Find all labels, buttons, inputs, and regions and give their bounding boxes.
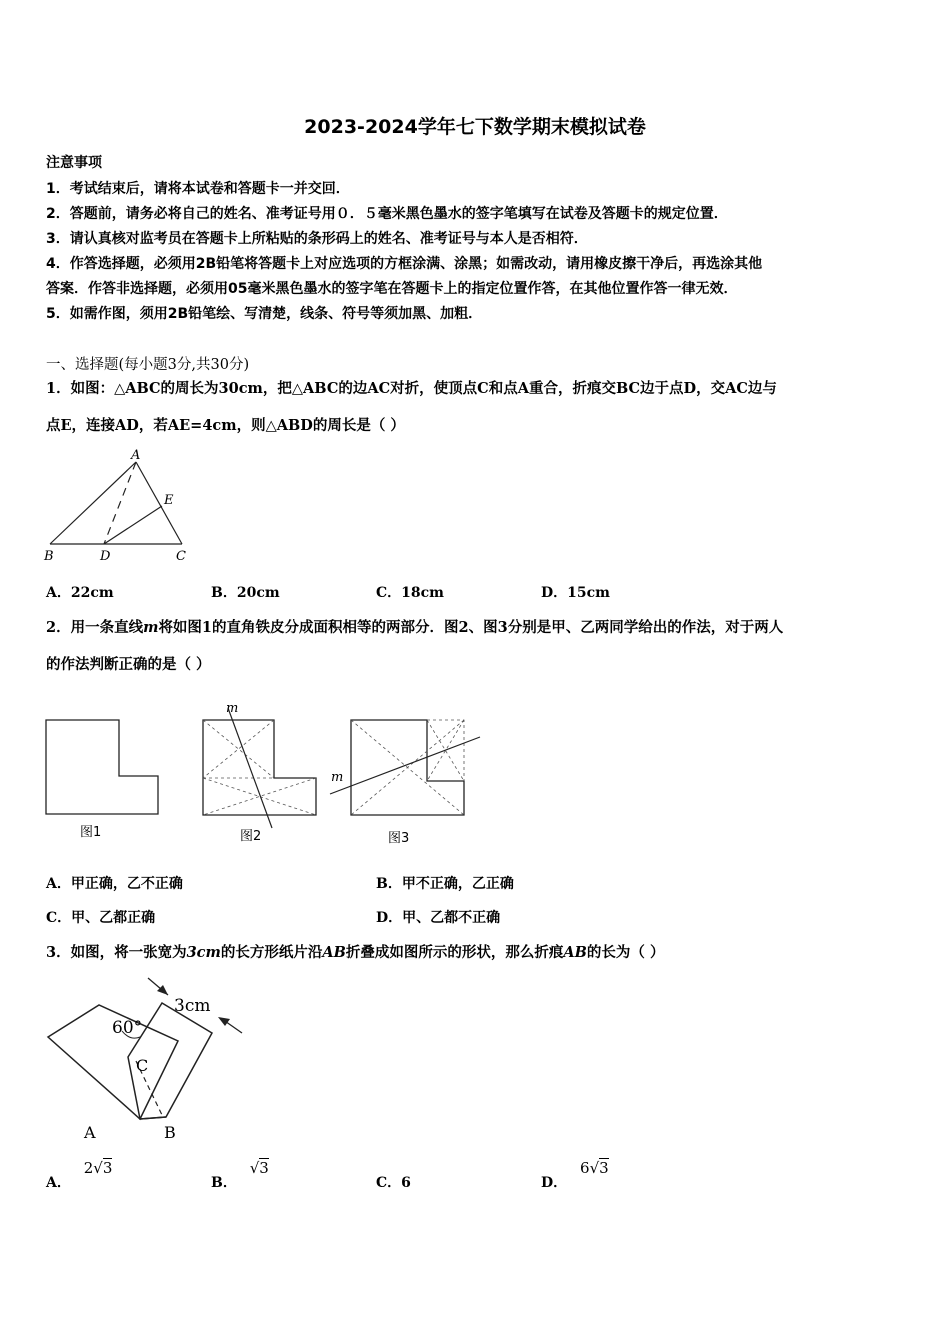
q3-option-b-value: √3 — [249, 1159, 269, 1177]
label-b: B — [164, 1123, 176, 1142]
label-a: A — [131, 448, 141, 463]
q3-text-g: 的长为（ ） — [586, 944, 665, 961]
q3-option-a — [46, 1159, 113, 1192]
q1-option-a: A．22cm — [46, 585, 114, 601]
q3-option-c-label: C． — [376, 1175, 402, 1191]
label-c: C — [136, 1056, 149, 1075]
caption-fig2: 图2 — [240, 829, 262, 844]
segment-ad — [104, 462, 136, 544]
radicand: 3 — [102, 1159, 113, 1177]
coef: 6 — [580, 1159, 590, 1177]
question-1-text: 1．如图：△ABC的周长为30cm，把△ABC的边AC对折，使顶点C和点A重合，折痕交BC边于点D，交AC边与 — [46, 380, 777, 397]
question-1-text-cont: 点E，连接AD，若AE=4cm，则△ABD的周长是（ ） — [46, 417, 405, 434]
q3-option-d — [541, 1159, 609, 1192]
q3-option-a-value: 2√3 — [83, 1159, 113, 1177]
q1-option-d: D．15cm — [541, 585, 610, 601]
q2-option-c: C．甲、乙都正确 — [46, 910, 156, 926]
q3-option-d-label: D． — [541, 1175, 568, 1191]
notice-item: 5．如需作图，须用2B铅笔绘、写清楚，线条、符号等须加黑、加粗． — [46, 306, 483, 322]
label-a: A — [84, 1123, 96, 1142]
notice-item: 3．请认真核对监考员在答题卡上所粘贴的条形码上的姓名、准考证号与本人是否相符． — [46, 231, 588, 247]
q3-width: 3cm — [186, 944, 221, 961]
q3-option-c — [376, 1172, 411, 1192]
page-title: 2023-2024学年七下数学期末模拟试卷 — [304, 116, 646, 138]
triangle-figure — [44, 448, 194, 566]
m-label-fig2: m — [226, 701, 239, 716]
notice-item: 2．答题前，请务必将自己的姓名、准考证号用０．５毫米黑色墨水的签字笔填写在试卷及答题卡的规定位置． — [46, 206, 728, 222]
q1-option-b: B．20cm — [211, 585, 280, 601]
q2-option-a: A．甲正确，乙不正确 — [46, 876, 183, 892]
label-b: B — [44, 549, 54, 564]
notice-item: 答案．作答非选择题，必须用05毫米黑色墨水的签字笔在答题卡上的指定位置作答，在其他位置作答一律无效． — [46, 281, 738, 297]
q2-option-b: B．甲不正确，乙正确 — [376, 876, 514, 892]
question-2-text — [46, 616, 783, 637]
q3-option-b — [211, 1159, 269, 1192]
folded-strip-figure — [44, 975, 254, 1145]
width-label: 3cm — [174, 996, 211, 1016]
q3-option-b-label: B． — [211, 1175, 237, 1191]
radicand: 3 — [599, 1159, 609, 1177]
m-label-fig3: m — [331, 770, 344, 785]
q2-m: m — [143, 619, 159, 636]
q1-option-c: C．18cm — [376, 585, 444, 601]
q3-option-a-label: A． — [46, 1175, 71, 1191]
label-e: E — [164, 493, 174, 508]
question-2-text-cont: 的作法判断正确的是（ ） — [46, 656, 211, 673]
q3-option-c-value: 6 — [401, 1175, 411, 1191]
q2-text-a: 2．用一条直线 — [46, 619, 144, 636]
q3-option-d-value: 6√3 — [580, 1159, 609, 1177]
figure-2-l-shape — [200, 700, 325, 845]
q3-text-e: 折叠成如图所示的形状，那么折痕 — [345, 944, 564, 961]
label-d: D — [100, 549, 111, 564]
caption-fig1: 图1 — [80, 825, 102, 840]
coef: 2 — [83, 1159, 94, 1177]
radicand: 3 — [259, 1159, 269, 1177]
question-3-text — [46, 941, 664, 962]
q3-ab: AB — [322, 944, 346, 961]
q3-text-a: 3．如图，将一张宽为 — [46, 944, 187, 961]
fold-de — [104, 506, 162, 544]
caption-fig3: 图3 — [388, 831, 410, 846]
q2-text-b: 将如图1的直角铁皮分成面积相等的两部分．图2、图3分别是甲、乙两同学给出的作法，对于两人 — [158, 619, 784, 636]
section-heading: 一、选择题(每小题3分,共30分) — [46, 357, 250, 373]
q3-text-c: 的长方形纸片沿 — [220, 944, 323, 961]
side-ac — [136, 462, 182, 544]
figure-1-l-shape — [44, 718, 164, 843]
notice-item: 4．作答选择题，必须用2B铅笔将答题卡上对应选项的方框涂满、涂黑；如需改动，请用橡皮擦干净后，再选涂其他 — [46, 256, 763, 272]
label-c: C — [176, 549, 186, 564]
angle-label: 60° — [112, 1018, 143, 1038]
q2-option-d: D．甲、乙都不正确 — [376, 910, 501, 926]
notice-item: 1．考试结束后，请将本试卷和答题卡一并交回． — [46, 181, 350, 197]
notice-heading: 注意事项 — [46, 155, 102, 171]
figure-3-l-shape — [330, 715, 485, 850]
q3-ab-2: AB — [563, 944, 587, 961]
